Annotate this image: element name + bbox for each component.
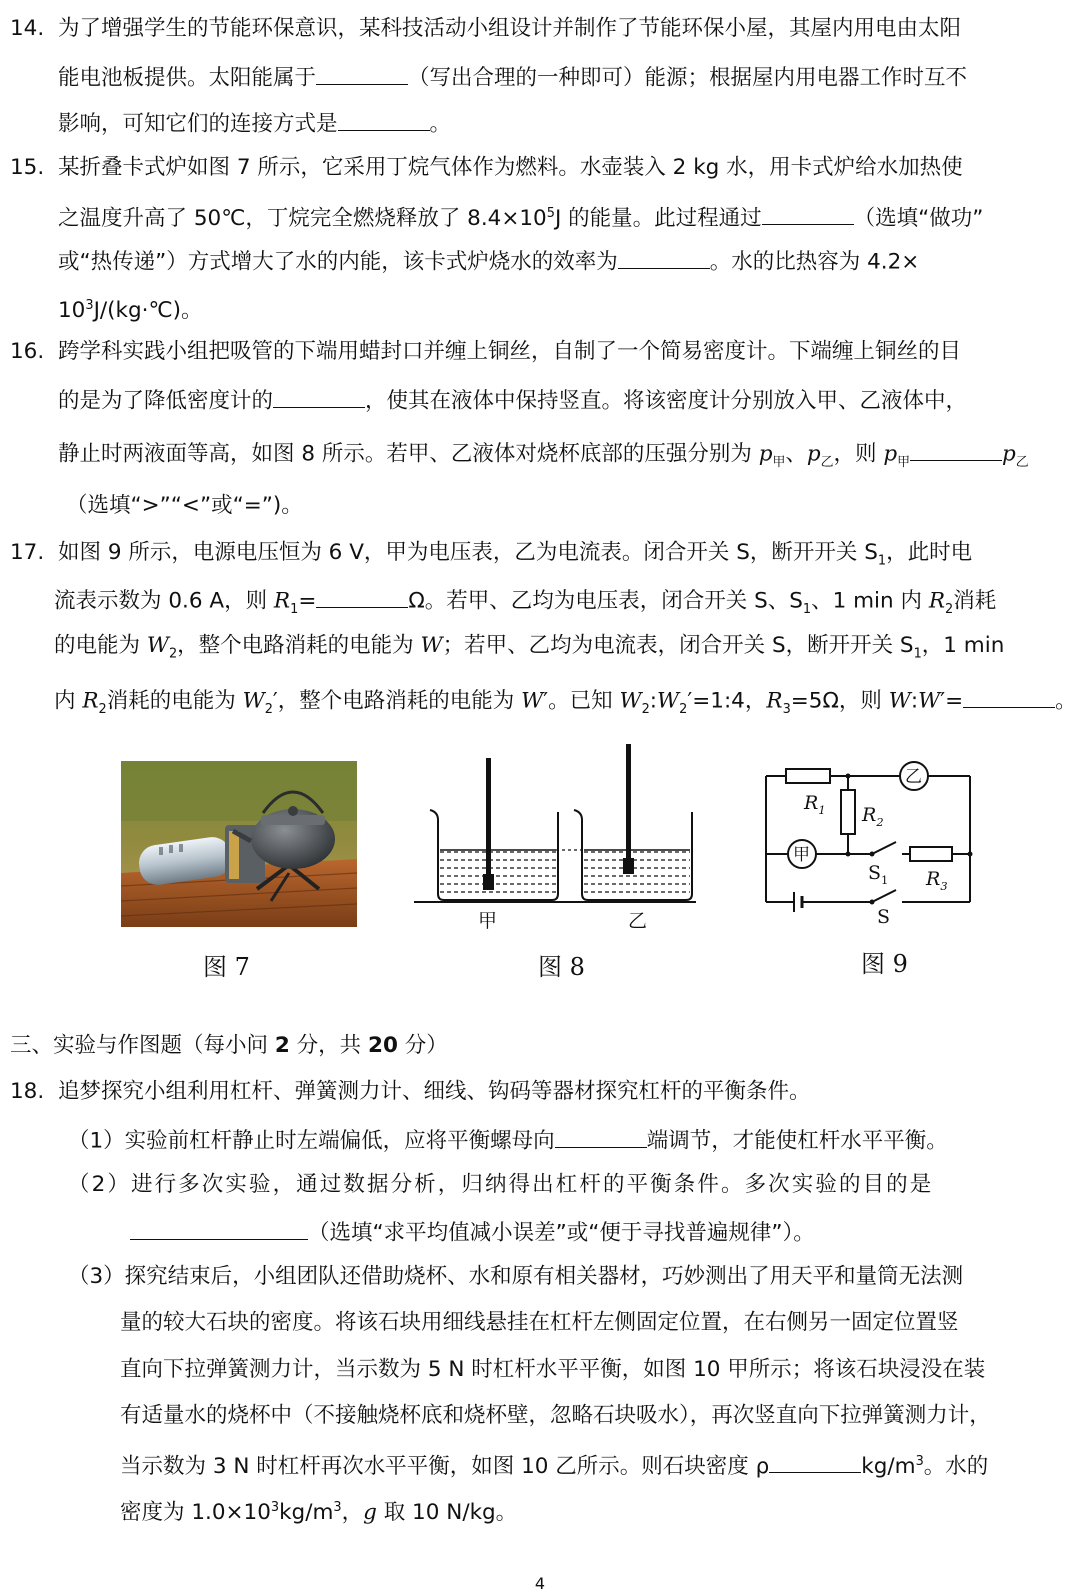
subscript: 2 <box>641 701 650 717</box>
answer-blank[interactable] <box>316 61 408 85</box>
page-number: 4 <box>534 1574 546 1593</box>
section-3-title <box>10 1031 448 1061</box>
figure-9-voltmeter-label: 甲 <box>793 845 810 865</box>
figure-9-r1-label <box>804 788 826 825</box>
q18-text: 密度为 1.0×10 <box>120 1500 271 1526</box>
q18-text: ， <box>341 1500 364 1526</box>
energy-symbol: W <box>657 688 680 714</box>
q17-text: 内 <box>54 688 83 714</box>
q18-text: kg/m <box>279 1500 334 1526</box>
r1-symbol: R <box>804 792 819 814</box>
q15-text: J/(kg·℃)。 <box>93 298 203 324</box>
q15-exponent: 5 <box>546 206 555 221</box>
q18-text: 当示数为 3 N 时杠杆再次水平平衡，如图 10 乙所示。则石块密度 ρ <box>120 1454 770 1480</box>
q18-text: （选填“求平均值减小误差”或“便于寻找普遍规律”）。 <box>308 1220 815 1246</box>
q18-text: kg/m <box>861 1454 916 1480</box>
subscript: 1 <box>881 872 889 887</box>
figure-9-s1-label <box>868 858 888 895</box>
section-text: 三、实验与作图题（每小问 <box>10 1033 275 1058</box>
section-text: 分，共 <box>289 1033 368 1058</box>
subscript: 2 <box>679 701 688 717</box>
figure-8-label-yi: 乙 <box>628 910 648 932</box>
r2-symbol: R <box>862 804 877 826</box>
energy-symbol: W <box>242 688 265 714</box>
q17-text: : <box>649 688 658 714</box>
figure-8-label-jia: 甲 <box>478 910 498 932</box>
q18-text: （1）实验前杠杆静止时左端偏低，应将平衡螺母向 <box>68 1128 555 1154</box>
beakers-diagram <box>414 742 696 934</box>
r3-symbol: R <box>926 868 941 890</box>
figure-7-caption: 图 7 <box>203 953 250 981</box>
subscript: 2 <box>264 701 273 717</box>
resistor-symbol: R <box>273 588 291 614</box>
q17-text: ，1 min <box>921 633 1005 658</box>
q15-line2 <box>58 199 983 234</box>
q17-text: = <box>298 588 317 614</box>
subscript: 2 <box>98 701 107 717</box>
resistor-symbol: R <box>928 588 946 614</box>
exponent: 3 <box>333 1500 342 1515</box>
q17-text: : <box>910 688 919 714</box>
answer-blank[interactable] <box>130 1216 308 1240</box>
q14-number: 14. <box>10 16 45 41</box>
prime-mark: ′ <box>543 688 549 714</box>
subscript: 2 <box>876 814 884 829</box>
answer-blank[interactable] <box>910 437 1002 461</box>
q17-text: =1:4， <box>692 688 767 714</box>
q15-number: 15. <box>10 155 45 180</box>
answer-blank[interactable] <box>555 1124 647 1148</box>
energy-symbol: W <box>888 688 911 714</box>
q15-line3 <box>58 245 919 278</box>
q16-line4: （选填“>”“<”或“=”)。 <box>66 493 303 518</box>
q17-text: ，整个电路消耗的电能为 <box>177 633 421 658</box>
subscript: 3 <box>782 701 791 717</box>
q17-text: = <box>945 688 964 714</box>
q15-text: J 的能量。此过程通过 <box>554 206 762 232</box>
pressure-symbol: p <box>806 441 821 467</box>
q17-text: 。 <box>1055 688 1077 714</box>
q17-number: 17. <box>10 540 45 565</box>
energy-symbol: W <box>619 688 642 714</box>
figure-9-r2-label <box>862 800 884 837</box>
q18-part2-line1: （2）进行多次实验，通过数据分析，归纳得出杠杆的平衡条件。多次实验的目的是 <box>68 1172 934 1197</box>
subscript: 1 <box>290 601 299 617</box>
subscript: 2 <box>168 646 178 662</box>
resistor-symbol: R <box>766 688 783 714</box>
q17-line2 <box>54 584 996 625</box>
q16-text: 、 <box>785 441 807 467</box>
q15-exponent: 3 <box>85 298 94 313</box>
subscript-jia: 甲 <box>772 454 786 470</box>
q14-text: 能电池板提供。太阳能属于 <box>58 65 317 91</box>
q18-part2-line2 <box>130 1216 815 1249</box>
prime-mark: ′ <box>940 688 946 714</box>
energy-symbol: W <box>146 633 169 658</box>
figure-8-caption: 图 8 <box>538 953 585 981</box>
q15-text: 之温度升高了 50℃，丁烷完全燃烧释放了 8.4×10 <box>58 206 547 232</box>
q14-text: （写出合理的一种即可）能源；根据屋内用电器工作时互不 <box>408 65 968 91</box>
pressure-symbol: p <box>758 441 773 467</box>
q17-text: 、1 min 内 <box>811 588 929 614</box>
q17-text: Ω。若甲、乙均为电压表，闭合开关 S、S <box>408 588 803 614</box>
q17-line4 <box>54 684 1077 725</box>
q16-line3 <box>58 437 1029 478</box>
pressure-symbol: p <box>1002 441 1016 467</box>
answer-blank[interactable] <box>762 202 854 226</box>
q17-text: ；若甲、乙均为电流表，闭合开关 S，断开开关 S <box>442 633 914 658</box>
q18-part3-line4: 有适量水的烧杯中（不接触烧杯底和烧杯壁，忽略石块吸水），再次竖直向下拉弹簧测力计， <box>120 1403 991 1428</box>
q17-text: ，此时电 <box>886 540 973 565</box>
q14-line1: 为了增强学生的节能环保意识，某科技活动小组设计并制作了节能环保小屋，其屋内用电由太阳 <box>58 16 962 41</box>
q16-text: ，则 <box>833 441 884 467</box>
answer-blank[interactable] <box>618 245 710 269</box>
q16-line2 <box>58 384 967 417</box>
q16-text: ，使其在液体中保持竖直。将该密度计分别放入甲、乙液体中， <box>365 388 968 414</box>
q15-text: （选填“做功” <box>853 206 984 232</box>
q14-line2 <box>58 61 967 94</box>
figure-7-photo <box>121 761 357 927</box>
subscript-jia: 甲 <box>897 454 911 470</box>
q17-text: 消耗的电能为 <box>106 688 243 714</box>
energy-symbol: W <box>918 688 941 714</box>
q18-part3-line2: 量的较大石块的密度。将该石块用细线悬挂在杠杆左侧固定位置，在右侧另一固定位置竖 <box>120 1310 959 1335</box>
s1-symbol: S <box>868 862 882 884</box>
exponent: 3 <box>270 1500 280 1515</box>
q18-part3-line1: （3）探究结束后，小组团队还借助烧杯、水和原有相关器材，巧妙测出了用天平和量筒无法测 <box>68 1264 964 1289</box>
q17-text: 如图 9 所示，电源电压恒为 6 V，甲为电压表，乙为电流表。闭合开关 S，断开开关 S <box>58 540 878 565</box>
q18-text: 。水的 <box>923 1454 989 1480</box>
q15-text: 10 <box>58 298 86 324</box>
q17-text: =5Ω，则 <box>790 688 889 714</box>
energy-symbol: W <box>420 633 443 658</box>
figure-9-ammeter-label: 乙 <box>905 767 922 787</box>
q18-line1: 追梦探究小组利用杠杆、弹簧测力计、细线、钩码等器材探究杠杆的平衡条件。 <box>58 1079 811 1104</box>
subscript: 1 <box>877 553 887 569</box>
q15-line4 <box>58 291 203 326</box>
q17-line1 <box>58 538 972 576</box>
resistor-symbol: R <box>82 688 99 714</box>
prime-mark: ′ <box>272 688 278 714</box>
q16-text: 静止时两液面等高，如图 8 所示。若甲、乙液体对烧杯底部的压强分别为 <box>58 441 759 467</box>
answer-blank[interactable] <box>963 684 1055 708</box>
q16-number: 16. <box>10 339 45 364</box>
answer-blank[interactable] <box>769 1450 861 1474</box>
q18-part1 <box>68 1124 948 1157</box>
figure-9-r3-label <box>926 864 948 901</box>
answer-blank[interactable] <box>316 584 408 608</box>
figure-9-s-label: S <box>877 906 891 928</box>
exponent: 3 <box>915 1454 924 1469</box>
subscript-yi: 乙 <box>820 454 834 470</box>
q16-line1: 跨学科实践小组把吸管的下端用蜡封口并缠上铜丝，自制了一个简易密度计。下端缠上铜丝的目 <box>58 339 962 364</box>
prime-mark: ′ <box>687 688 693 714</box>
subscript-yi: 乙 <box>1015 454 1029 470</box>
q15-text: 或“热传递”）方式增大了水的内能，该卡式炉烧水的效率为 <box>58 249 618 275</box>
q18-part3-line3: 直向下拉弹簧测力计，当示数为 5 N 时杠杆水平平衡，如图 10 甲所示；将该石块浸没在装 <box>120 1357 986 1382</box>
section-points: 20 <box>367 1033 398 1058</box>
subscript: 1 <box>818 802 826 817</box>
q15-line1: 某折叠卡式炉如图 7 所示，它采用丁烷气体作为燃料。水壶装入 2 kg 水，用卡式炉给水加热使 <box>58 155 963 180</box>
q18-text: 端调节，才能使杠杆水平平衡。 <box>646 1128 948 1154</box>
q17-text: ，整个电路消耗的电能为 <box>277 688 522 714</box>
answer-blank[interactable] <box>338 107 430 131</box>
q17-text: 流表示数为 0.6 A，则 <box>54 588 274 614</box>
q18-text: 取 10 N/kg。 <box>376 1500 518 1526</box>
q14-line3 <box>58 107 451 140</box>
q18-part3-line6 <box>120 1493 517 1528</box>
energy-symbol: W <box>521 688 544 714</box>
q14-text: 。 <box>429 111 452 137</box>
section-points: 2 <box>274 1033 290 1058</box>
subscript: 3 <box>940 878 948 893</box>
subscript: 2 <box>945 601 954 617</box>
q17-text: 。已知 <box>548 688 620 714</box>
q17-text: 的电能为 <box>54 633 147 658</box>
q18-number: 18. <box>10 1079 45 1104</box>
q16-text: 的是为了降低密度计的 <box>58 388 274 414</box>
subscript: 1 <box>802 601 812 617</box>
figure-9-caption: 图 9 <box>861 950 908 978</box>
q17-text: 消耗 <box>953 588 997 614</box>
pressure-symbol: p <box>883 441 898 467</box>
subscript: 1 <box>913 646 922 662</box>
gravity-symbol: g <box>363 1500 377 1526</box>
q18-part3-line5 <box>120 1447 988 1482</box>
figure-8-diagram <box>414 742 696 934</box>
gas-stove-illustration <box>121 761 357 927</box>
section-text: 分） <box>397 1033 448 1058</box>
q15-text: 。水的比热容为 4.2× <box>709 249 920 275</box>
q14-text: 影响，可知它们的连接方式是 <box>58 111 338 137</box>
answer-blank[interactable] <box>273 384 365 408</box>
q17-line3 <box>54 631 1004 669</box>
